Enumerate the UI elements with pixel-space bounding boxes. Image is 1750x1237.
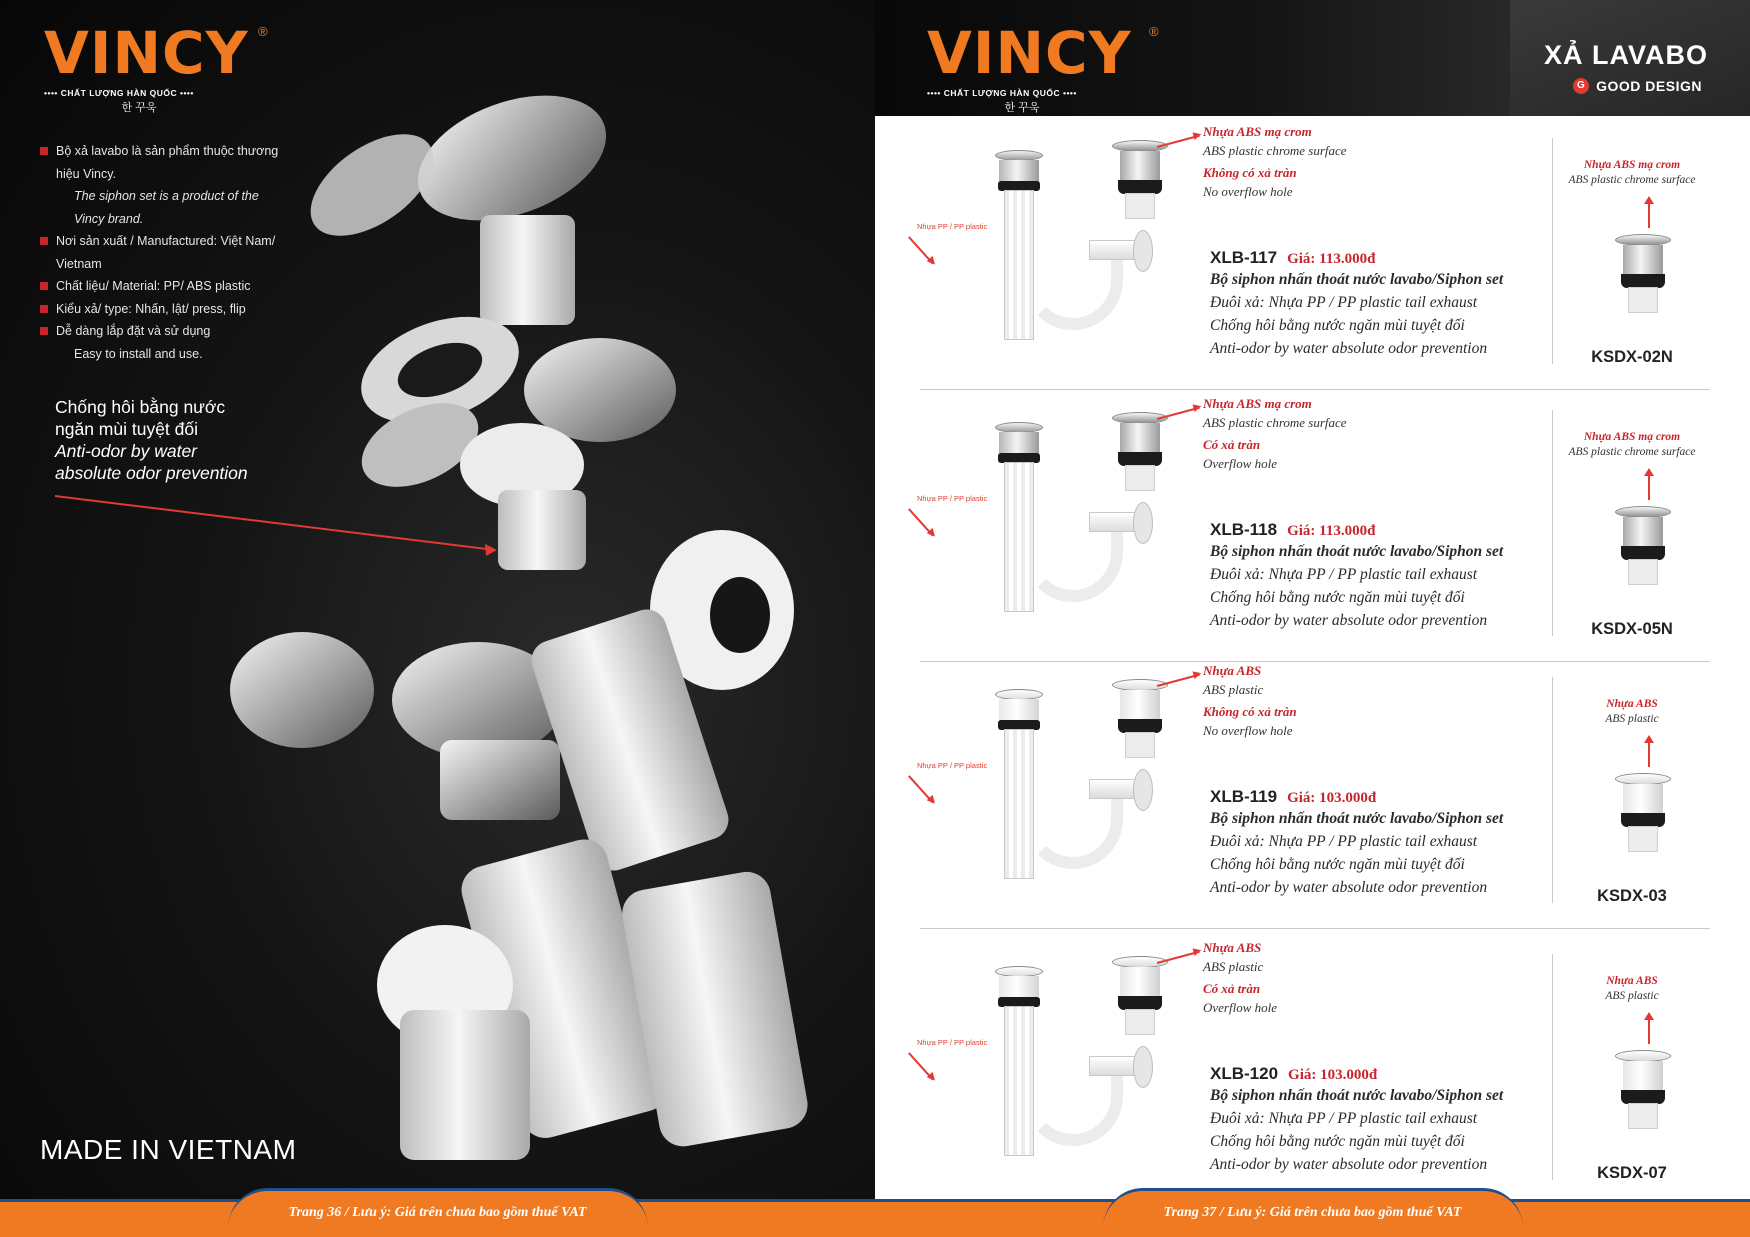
siphon-hose [1023, 258, 1123, 330]
side-product-code: KSDX-05N [1591, 620, 1673, 638]
callout-text [55, 396, 248, 484]
side-product-code: KSDX-02N [1591, 348, 1673, 366]
side-spec [1557, 697, 1707, 727]
side-spec-material: Nhựa ABS mạ crom [1583, 431, 1681, 443]
siphon-chrome [999, 432, 1039, 454]
section-title: XẢ LAVABO [1544, 40, 1708, 70]
pp-plastic-label: Nhựa PP / PP plastic [917, 761, 988, 770]
product-line: Chống hôi bằng nước ngăn mùi tuyệt đối [1210, 856, 1465, 873]
spec-overflow-en: No overflow hole [1203, 723, 1293, 738]
column-divider [1552, 954, 1553, 1180]
spec-material: Nhựa ABS [1203, 940, 1262, 955]
callout-en-line: absolute odor prevention [55, 463, 248, 483]
feature-text-en: Easy to install and use. [74, 346, 203, 361]
popup-body [1120, 690, 1160, 720]
popup-stem [1125, 193, 1155, 219]
side-spec-material-en: ABS plastic chrome surface [1568, 446, 1696, 458]
siphon-flange [1133, 502, 1153, 544]
side-spec-material-en: ABS plastic [1605, 990, 1659, 1002]
siphon-flange [1133, 769, 1153, 811]
column-divider [1552, 677, 1553, 903]
product-line: Bộ siphon nhấn thoát nước lavabo/Siphon set [1210, 543, 1504, 560]
spec-material-en: ABS plastic chrome surface [1203, 415, 1347, 430]
side-arrow [1648, 202, 1650, 228]
brand-tagline: •••• CHẤT LƯỢNG HÀN QUỐC •••• [927, 88, 1077, 98]
footer-left [0, 1188, 875, 1237]
pp-plastic-label: Nhựa PP / PP plastic [917, 1038, 988, 1047]
product-price: Giá: 103.000đ [1288, 1067, 1378, 1083]
product-line: Chống hôi bằng nước ngăn mùi tuyệt đối [1210, 589, 1465, 606]
registered-mark: ® [1149, 24, 1159, 39]
spec-overflow: Có xả tràn [1203, 981, 1261, 996]
good-design-icon: G [1573, 78, 1589, 94]
siphon-hose [1023, 1074, 1123, 1146]
product-line: Đuôi xả: Nhựa PP / PP plastic tail exhaust [1210, 1110, 1478, 1127]
pp-plastic-label: Nhựa PP / PP plastic [917, 222, 988, 231]
side-arrow [1648, 741, 1650, 767]
good-design-label: GOOD DESIGN [1596, 78, 1702, 94]
spec-overflow: Có xả tràn [1203, 437, 1261, 452]
popup-body [1120, 423, 1160, 453]
spec-material-en: ABS plastic chrome surface [1203, 143, 1347, 158]
side-drain-image [1615, 506, 1671, 588]
spec-block [1203, 394, 1347, 473]
side-drain-image [1615, 234, 1671, 316]
threaded-body-image [524, 338, 676, 442]
product-line: Chống hôi bằng nước ngăn mùi tuyệt đối [1210, 317, 1465, 334]
popup-ring [1621, 546, 1665, 560]
popup-ring [1118, 996, 1162, 1010]
side-product-code: KSDX-03 [1597, 887, 1667, 905]
popup-body [1623, 1061, 1663, 1091]
product-price: Giá: 103.000đ [1287, 790, 1377, 806]
spec-material: Nhựa ABS mạ crom [1203, 124, 1312, 139]
popup-stem [1125, 1009, 1155, 1035]
popup-ring [1621, 813, 1665, 827]
product-info [1210, 248, 1540, 360]
popup-ring [1118, 719, 1162, 733]
siphon-chrome [999, 699, 1039, 721]
spec-overflow: Không có xả tràn [1203, 704, 1297, 719]
side-spec-material: Nhựa ABS [1606, 975, 1658, 987]
popup-stem [1628, 287, 1658, 313]
product-line: Bộ siphon nhấn thoát nước lavabo/Siphon set [1210, 1087, 1504, 1104]
product-line: Anti-odor by water absolute odor prevention [1210, 340, 1488, 357]
brand-name: VINCY [927, 19, 1132, 87]
spec-block [1203, 938, 1277, 1017]
popup-body [1120, 967, 1160, 997]
vincy-logo [927, 19, 1159, 115]
product-code: XLB-117 [1210, 248, 1278, 267]
row-divider [920, 928, 1710, 929]
brand-korean: 한 꾸욱 [1004, 102, 1040, 114]
callout-vi-line: ngăn mùi tuyệt đối [55, 419, 199, 439]
popup-drain-image [1112, 679, 1168, 761]
product-info [1210, 520, 1540, 632]
feature-text-en: The siphon set is a product of the Vincy brand. [74, 189, 259, 226]
product-price: Giá: 113.000đ [1287, 523, 1376, 539]
side-spec-material-en: ABS plastic chrome surface [1568, 174, 1696, 186]
side-product-code: KSDX-07 [1597, 1164, 1667, 1182]
white-stem-image [480, 215, 575, 325]
popup-drain-image [1112, 140, 1168, 222]
product-line: Anti-odor by water absolute odor prevention [1210, 612, 1488, 629]
pp-arrow [908, 775, 933, 803]
popup-ring [1621, 274, 1665, 288]
pp-plastic-label: Nhựa PP / PP plastic [917, 494, 988, 503]
product-row [875, 655, 1750, 921]
pp-arrow [908, 508, 933, 536]
side-drain-image [1615, 773, 1671, 855]
column-divider [1552, 138, 1553, 364]
feature-text: Kiểu xả/ type: Nhấn, lật/ press, flip [56, 301, 246, 316]
pp-arrow [908, 236, 933, 264]
callout-en-line: Anti-odor by water [55, 441, 198, 461]
side-spec-material-en: ABS plastic [1605, 713, 1659, 725]
feature-text: Bộ xả lavabo là sản phẩm thuộc thương hiệu Vincy. [56, 144, 279, 181]
spec-block [1203, 122, 1347, 201]
brand-name: VINCY [44, 19, 249, 87]
spec-overflow-en: Overflow hole [1203, 1000, 1278, 1015]
page-note: Trang 36 / Lưu ý: Giá trên chưa bao gồm thuế VAT [288, 1205, 587, 1220]
feature-text: Dễ dàng lắp đặt và sử dụng [56, 324, 211, 338]
product-row [875, 932, 1750, 1198]
good-design-badge [1573, 78, 1702, 94]
chrome-cap-image [230, 632, 374, 748]
popup-body [1623, 784, 1663, 814]
side-spec [1557, 430, 1707, 460]
siphon-hose [1023, 797, 1123, 869]
product-code: XLB-120 [1210, 1064, 1279, 1083]
callout-arrow [55, 496, 495, 550]
made-in-label: MADE IN VIETNAM [40, 1134, 297, 1165]
product-line: Đuôi xả: Nhựa PP / PP plastic tail exhaust [1210, 294, 1478, 311]
product-row [875, 388, 1750, 654]
spec-material: Nhựa ABS mạ crom [1203, 396, 1312, 411]
callout-vi-line: Chống hôi bằng nước [55, 397, 226, 417]
registered-mark: ® [258, 24, 268, 39]
spec-overflow-en: Overflow hole [1203, 456, 1278, 471]
side-spec [1557, 974, 1707, 1004]
brand-tagline: •••• CHẤT LƯỢNG HÀN QUỐC •••• [44, 88, 194, 98]
popup-ring [1118, 452, 1162, 466]
popup-ring [1118, 180, 1162, 194]
siphon-hose [1023, 530, 1123, 602]
spec-material: Nhựa ABS [1203, 663, 1262, 678]
popup-stem [1628, 826, 1658, 852]
threaded-body-image [440, 740, 560, 820]
white-ring-hole-image [710, 577, 770, 653]
popup-body [1623, 245, 1663, 275]
product-line: Bộ siphon nhấn thoát nước lavabo/Siphon set [1210, 810, 1504, 827]
product-price: Giá: 113.000đ [1287, 251, 1376, 267]
popup-stem [1628, 1103, 1658, 1129]
spec-overflow: Không có xả tràn [1203, 165, 1297, 180]
product-line: Bộ siphon nhấn thoát nước lavabo/Siphon set [1210, 271, 1504, 288]
product-info [1210, 787, 1540, 899]
product-line: Đuôi xả: Nhựa PP / PP plastic tail exhaust [1210, 833, 1478, 850]
footer-right [875, 1188, 1750, 1237]
popup-body [1623, 517, 1663, 547]
side-spec [1557, 158, 1707, 188]
popup-stem [1125, 732, 1155, 758]
product-info [1210, 1064, 1540, 1176]
product-line: Chống hôi bằng nước ngăn mùi tuyệt đối [1210, 1133, 1465, 1150]
side-arrow [1648, 474, 1650, 500]
product-line: Anti-odor by water absolute odor prevention [1210, 879, 1488, 896]
product-row [875, 116, 1750, 382]
side-arrow [1648, 1018, 1650, 1044]
popup-stem [1628, 559, 1658, 585]
siphon-chrome [999, 976, 1039, 998]
callout-arrow-head [485, 544, 497, 556]
spec-block [1203, 661, 1297, 740]
product-line: Anti-odor by water absolute odor prevention [1210, 1156, 1488, 1173]
feature-text: Nơi sản xuất / Manufactured: Việt Nam/ Vietnam [56, 234, 276, 271]
side-spec-material: Nhựa ABS mạ crom [1583, 159, 1681, 171]
side-drain-image [1615, 1050, 1671, 1132]
column-divider [1552, 410, 1553, 636]
side-spec-material: Nhựa ABS [1606, 698, 1658, 710]
spec-material-en: ABS plastic [1203, 682, 1264, 697]
feature-text: Chất liệu/ Material: PP/ ABS plastic [56, 279, 251, 293]
brand-korean: 한 꾸욱 [121, 102, 157, 114]
siphon-flange [1133, 230, 1153, 272]
white-stem-image [498, 490, 586, 570]
popup-ring [1621, 1090, 1665, 1104]
pp-arrow [908, 1052, 933, 1080]
spec-material-en: ABS plastic [1203, 959, 1264, 974]
product-line: Đuôi xả: Nhựa PP / PP plastic tail exhaust [1210, 566, 1478, 583]
popup-drain-image [1112, 412, 1168, 494]
popup-body [1120, 151, 1160, 181]
spec-overflow-en: No overflow hole [1203, 184, 1293, 199]
page-note: Trang 37 / Lưu ý: Giá trên chưa bao gồm thuế VAT [1163, 1205, 1462, 1220]
white-stem-image [400, 1010, 530, 1160]
right-page [875, 0, 1750, 1237]
popup-stem [1125, 465, 1155, 491]
popup-drain-image [1112, 956, 1168, 1038]
siphon-flange [1133, 1046, 1153, 1088]
product-code: XLB-118 [1210, 520, 1278, 539]
product-code: XLB-119 [1210, 787, 1278, 806]
siphon-chrome [999, 160, 1039, 182]
